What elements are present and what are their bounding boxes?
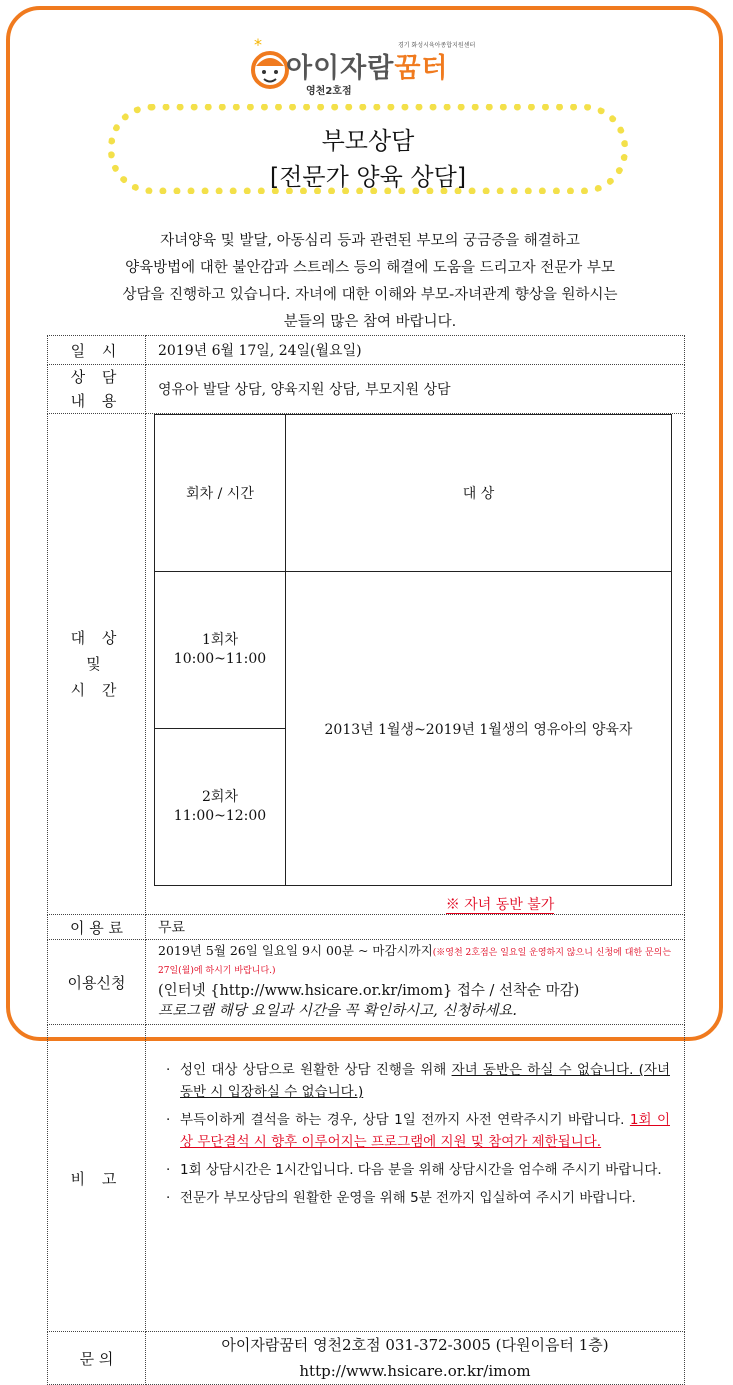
session-2-name: 2회차 xyxy=(202,789,238,805)
value-note xyxy=(146,1025,685,1332)
intro-line: 분들의 많은 참여 바랍니다. xyxy=(283,314,457,330)
note-list xyxy=(146,1059,684,1209)
label-target-line2: 및 xyxy=(86,655,107,673)
label-apply: 이용신청 xyxy=(48,940,146,1025)
session-2-time: 11:00~12:00 xyxy=(173,808,267,824)
logo-branch: 영천2호점 xyxy=(306,86,352,97)
session-1-time: 10:00~11:00 xyxy=(173,651,267,667)
logo-org: 경기 화성시육아종합지원센터 xyxy=(398,42,476,49)
intro-line: 상담을 진행하고 있습니다. 자녀에 대한 이해와 부모-자녀관계 향상을 원하시는 xyxy=(122,287,618,303)
table-row-content xyxy=(48,365,685,414)
schedule-header-row xyxy=(155,415,672,572)
target-description: 2013년 1월생~2019년 1월생의 영유아의 양육자 xyxy=(286,572,672,886)
table-row-fee xyxy=(48,915,685,940)
list-item xyxy=(166,1159,670,1181)
note-4-text: 전문가 부모상담의 원활한 운영을 위해 5분 전까지 입실하여 주시기 바랍니다. xyxy=(180,1190,636,1206)
page-subtitle: [전문가 양육 상담] xyxy=(269,163,467,191)
value-fee: 무료 xyxy=(146,915,685,940)
session-1 xyxy=(155,572,286,729)
table-row-contact xyxy=(48,1332,685,1385)
note-1-emphasis: 자녀 동반은 하실 수 없습니다. (자녀 동반 시 입장하실 수 없습니다.) xyxy=(180,1062,670,1100)
bullet: · xyxy=(166,1112,171,1128)
apply-method: (인터넷 {http://www.hsicare.or.kr/imom} 접수 / 선착순 마감) xyxy=(158,983,580,999)
contact-info: 아이자람꿈터 영천2호점 031-372-3005 (다원이음터 1층) xyxy=(221,1336,609,1354)
label-note: 비 고 xyxy=(48,1025,146,1332)
table-row-note xyxy=(48,1025,685,1332)
schedule-table xyxy=(154,414,672,886)
value-apply xyxy=(146,940,685,1025)
notice-wrap xyxy=(146,894,684,914)
list-item xyxy=(166,1109,670,1153)
table-row-apply xyxy=(48,940,685,1025)
table-row-date xyxy=(48,336,685,365)
note-2-warning: 1회 이상 무단결석 시 향후 이루어지는 프로그램에 지원 및 참여가 제한됩니다. xyxy=(180,1112,670,1150)
svg-text:*: * xyxy=(254,36,262,54)
page-title: 부모상담 xyxy=(321,127,415,155)
schedule-header-target: 대 상 xyxy=(286,415,672,572)
schedule-row xyxy=(155,572,672,729)
label-contact: 문 의 xyxy=(48,1332,146,1385)
schedule-header-session: 회차 / 시간 xyxy=(155,415,286,572)
label-fee: 이 용 료 xyxy=(48,915,146,940)
intro-line: 자녀양육 및 발달, 아동심리 등과 관련된 부모의 궁금증을 해결하고 xyxy=(160,233,580,249)
session-1-name: 1회차 xyxy=(202,632,238,648)
label-content-line2: 내 용 xyxy=(70,392,123,410)
note-1-text: 성인 대상 상담으로 원활한 상담 진행을 위해 xyxy=(180,1062,452,1078)
note-2-text: 부득이하게 결석을 하는 경우, 상담 1일 전까지 사전 연락주시기 바랍니다. xyxy=(180,1112,630,1128)
table-row-target xyxy=(48,414,685,915)
value-target xyxy=(146,414,685,915)
apply-reminder: 프로그램 해당 요일과 시간을 꼭 확인하시고, 신청하세요. xyxy=(158,1003,518,1019)
no-children-notice: ※ 자녀 동반 불가 xyxy=(445,897,555,913)
logo xyxy=(248,36,508,104)
label-content xyxy=(48,365,146,414)
value-date: 2019년 6월 17일, 24일(월요일) xyxy=(146,336,685,365)
label-date: 일 시 xyxy=(48,336,146,365)
label-target-line3: 시 간 xyxy=(70,681,123,699)
logo-name: 아이자람꿈터 xyxy=(286,53,449,84)
list-item xyxy=(166,1187,670,1209)
bullet: · xyxy=(166,1062,171,1078)
note-3-text: 1회 상담시간은 1시간입니다. 다음 분을 위해 상담시간을 엄수해 주시기 바랍니다. xyxy=(180,1162,662,1178)
bullet: · xyxy=(166,1162,171,1178)
list-item xyxy=(166,1059,670,1103)
title-box xyxy=(108,104,628,194)
apply-period-text: 2019년 5월 26일 일요일 9시 00분 ~ 마감시까지 xyxy=(158,943,433,958)
value-content: 영유아 발달 상담, 양육지원 상담, 부모지원 상담 xyxy=(146,365,685,414)
label-target xyxy=(48,414,146,915)
intro-line: 양육방법에 대한 불안감과 스트레스 등의 해결에 도움을 드리고자 전문가 부모 xyxy=(125,260,615,276)
value-contact xyxy=(146,1332,685,1385)
apply-period-note: (※영천 2호점은 일요일 운영하지 않으니 신청에 대한 문의는 27일(월)에 하시기 바랍니다.) xyxy=(158,948,672,976)
apply-period xyxy=(158,943,684,979)
session-2 xyxy=(155,729,286,886)
label-content-line1: 상 담 xyxy=(70,368,123,386)
info-table xyxy=(47,335,685,1385)
intro-paragraph xyxy=(60,228,680,336)
contact-url[interactable]: http://www.hsicare.or.kr/imom xyxy=(299,1362,531,1380)
bullet: · xyxy=(166,1190,171,1206)
label-target-line1: 대 상 xyxy=(70,629,123,647)
